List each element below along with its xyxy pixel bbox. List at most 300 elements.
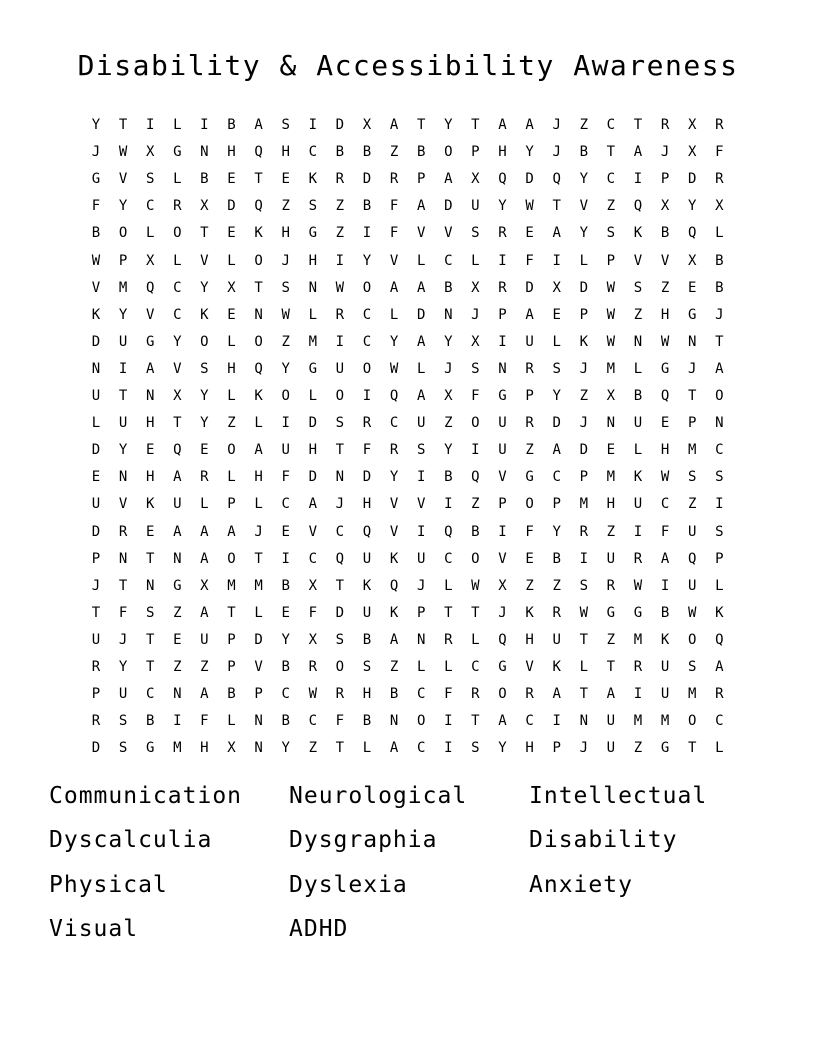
grid-letter: N [173, 550, 182, 567]
grid-letter: L [227, 713, 236, 730]
grid-letter: D [362, 469, 372, 486]
grid-letter: A [416, 333, 426, 350]
grid-letter: B [362, 713, 372, 730]
grid-letter: Z [200, 659, 209, 675]
grid-letter: L [308, 306, 318, 323]
grid-letter: W [335, 279, 345, 296]
grid-letter: X [200, 577, 209, 594]
grid-letter: N [145, 388, 155, 404]
grid-letter: H [308, 252, 318, 269]
grid-letter: W [660, 333, 670, 350]
grid-letter: S [471, 360, 480, 377]
grid-letter: V [118, 171, 128, 188]
grid-letter: U [498, 415, 507, 432]
grid-letter: M [606, 360, 616, 377]
grid-letter: X [308, 631, 318, 648]
grid-letter: V [173, 360, 182, 377]
grid-letter: D [91, 740, 101, 757]
grid-letter: Y [552, 523, 561, 540]
grid-letter: U [118, 686, 128, 703]
grid-letter: V [200, 252, 209, 269]
grid-letter: N [254, 306, 263, 323]
grid-letter: A [173, 469, 182, 486]
grid-letter: J [660, 144, 670, 161]
grid-letter: G [660, 740, 670, 757]
grid-letter: Y [579, 171, 589, 188]
grid-letter: J [91, 144, 101, 161]
grid-letter: M [660, 713, 670, 730]
grid-letter: Q [444, 523, 453, 540]
grid-letter: R [444, 631, 453, 648]
grid-letter: J [579, 740, 589, 757]
grid-letter: S [687, 659, 697, 675]
grid-letter: T [335, 442, 345, 459]
grid-letter: N [254, 713, 263, 730]
grid-letter: P [416, 604, 426, 621]
grid-letter: N [173, 686, 182, 703]
grid-letter: A [552, 686, 561, 703]
grid-letter: R [552, 604, 561, 621]
grid-letter: L [227, 252, 236, 269]
grid-letter: T [145, 631, 155, 648]
grid-letter: F [471, 388, 480, 404]
grid-letter: L [200, 496, 209, 513]
grid-letter: E [525, 225, 534, 242]
grid-letter: D [227, 198, 236, 215]
grid-letter: N [200, 144, 209, 161]
grid-letter: I [633, 523, 643, 540]
grid-letter: O [715, 388, 724, 404]
grid-letter: O [173, 225, 182, 242]
grid-letter: Y [281, 631, 290, 648]
grid-letter: Z [173, 659, 182, 675]
grid-letter: O [416, 713, 426, 730]
grid-letter: J [552, 144, 561, 161]
grid-letter: O [254, 333, 263, 350]
grid-letter: K [362, 577, 372, 594]
grid-letter: Z [444, 415, 453, 432]
grid-letter: J [118, 631, 128, 648]
grid-letter: E [145, 442, 155, 459]
grid-letter: D [525, 171, 534, 188]
grid-letter: T [118, 577, 128, 594]
grid-letter: U [687, 577, 697, 594]
grid-letter: Z [471, 496, 480, 513]
grid-letter: S [118, 740, 128, 757]
grid-letter: S [606, 225, 616, 242]
grid-letter: D [335, 604, 345, 621]
grid-letter: S [145, 171, 155, 188]
grid-letter: A [389, 117, 399, 133]
grid-letter: A [552, 442, 561, 459]
grid-letter: L [145, 225, 155, 242]
grid-letter: D [687, 171, 697, 188]
grid-letter: R [91, 713, 101, 730]
grid-letter: N [444, 306, 453, 323]
grid-letter: Z [606, 523, 616, 540]
grid-letter: D [91, 442, 101, 459]
grid-letter: C [362, 306, 372, 323]
grid-letter: N [118, 469, 128, 486]
grid-letter: C [173, 306, 182, 323]
grid-letter: T [91, 604, 101, 621]
grid-letter: P [660, 171, 670, 188]
grid-letter: X [227, 279, 236, 296]
grid-letter: T [335, 740, 345, 757]
grid-letter: N [498, 360, 507, 377]
grid-letter: P [118, 252, 128, 269]
grid-letter: T [145, 550, 155, 567]
grid-letter: C [145, 198, 155, 215]
grid-letter: R [715, 686, 724, 703]
grid-letter: Z [389, 659, 399, 675]
grid-letter: B [335, 144, 345, 161]
grid-letter: R [525, 686, 534, 703]
grid-letter: K [308, 171, 318, 188]
grid-letter: Q [389, 577, 399, 594]
grid-letter: T [145, 659, 155, 675]
grid-letter: Y [498, 198, 507, 215]
grid-letter: S [715, 523, 724, 540]
grid-letter: P [552, 496, 561, 513]
grid-letter: Q [254, 360, 263, 377]
grid-letter: P [498, 306, 507, 323]
grid-letter: S [362, 659, 372, 675]
grid-letter: F [525, 523, 534, 540]
grid-letter: U [118, 333, 128, 350]
grid-letter: B [281, 659, 290, 675]
grid-letter: F [362, 442, 372, 459]
word-list-item: Communication [49, 783, 243, 809]
grid-letter: I [118, 360, 128, 377]
grid-letter: K [552, 659, 561, 675]
grid-letter: M [118, 279, 128, 296]
grid-letter: H [254, 469, 263, 486]
grid-letter: L [254, 496, 263, 513]
grid-letter: O [254, 252, 263, 269]
grid-letter: L [633, 442, 643, 459]
grid-letter: L [715, 225, 724, 242]
grid-letter: U [633, 496, 643, 513]
grid-letter: R [308, 659, 318, 675]
grid-letter: R [118, 523, 128, 540]
grid-letter: R [633, 659, 643, 675]
grid-letter: H [281, 144, 290, 161]
grid-letter: I [281, 415, 290, 432]
grid-letter: P [525, 388, 534, 404]
grid-letter: B [660, 604, 670, 621]
grid-letter: V [254, 659, 263, 675]
grid-letter: L [91, 415, 101, 432]
grid-letter: I [444, 496, 453, 513]
grid-letter: T [200, 225, 209, 242]
grid-letter: L [579, 659, 589, 675]
grid-letter: K [660, 631, 670, 648]
grid-letter: A [389, 279, 399, 296]
word-list-item: Anxiety [529, 871, 633, 898]
word-list-item: ADHD [289, 915, 349, 942]
grid-letter: T [606, 144, 616, 161]
grid-letter: K [579, 333, 589, 350]
grid-letter: W [525, 198, 534, 215]
grid-letter: G [606, 604, 616, 621]
grid-letter: C [389, 415, 399, 432]
grid-letter: H [227, 144, 236, 161]
grid-letter: T [118, 388, 128, 404]
grid-letter: P [552, 740, 561, 757]
grid-letter: M [633, 713, 643, 730]
grid-letter: L [552, 333, 561, 350]
grid-letter: X [444, 388, 453, 404]
grid-letter: A [200, 604, 209, 621]
grid-letter: D [362, 171, 372, 188]
grid-letter: V [389, 252, 399, 269]
grid-letter: H [227, 360, 236, 377]
word-list-item: Intellectual [529, 783, 708, 809]
grid-letter: F [389, 198, 399, 215]
grid-letter: I [471, 442, 480, 459]
grid-letter: X [173, 388, 182, 404]
grid-letter: A [416, 388, 426, 404]
grid-letter: S [200, 360, 209, 377]
grid-letter: Y [525, 144, 534, 161]
grid-letter: Y [118, 659, 128, 675]
grid-letter: C [715, 713, 724, 730]
grid-letter: Q [552, 171, 561, 188]
grid-letter: U [660, 686, 670, 703]
grid-letter: N [118, 550, 128, 567]
grid-letter: J [254, 523, 263, 540]
grid-letter: C [606, 117, 616, 133]
grid-letter: I [173, 713, 182, 730]
grid-letter: U [118, 415, 128, 432]
grid-letter: E [660, 415, 670, 432]
grid-letter: E [227, 171, 236, 188]
grid-letter: Z [173, 604, 182, 621]
grid-letter: Z [687, 496, 697, 513]
grid-letter: U [91, 388, 101, 404]
grid-letter: A [633, 144, 643, 161]
grid-letter: B [281, 577, 290, 594]
grid-letter: O [471, 415, 480, 432]
grid-letter: P [687, 415, 697, 432]
grid-letter: L [416, 360, 426, 377]
grid-letter: S [335, 415, 345, 432]
grid-letter: F [118, 604, 128, 621]
grid-letter: S [471, 225, 480, 242]
grid-letter: X [715, 198, 724, 215]
grid-letter: U [606, 713, 616, 730]
grid-letter: R [362, 415, 372, 432]
grid-letter: N [254, 740, 263, 757]
grid-letter: W [606, 279, 616, 296]
grid-letter: I [498, 252, 507, 269]
grid-letter: V [389, 496, 399, 513]
grid-letter: R [335, 306, 345, 323]
grid-letter: X [471, 333, 480, 350]
grid-letter: A [200, 523, 209, 540]
grid-letter: D [91, 333, 101, 350]
grid-letter: M [227, 577, 236, 594]
grid-letter: N [687, 333, 697, 350]
grid-letter: Y [173, 333, 182, 350]
grid-letter: S [416, 442, 426, 459]
grid-letter: L [173, 171, 182, 188]
grid-letter: K [633, 225, 643, 242]
grid-letter: E [552, 306, 561, 323]
grid-letter: A [660, 550, 670, 567]
grid-letter: X [200, 198, 209, 215]
grid-letter: R [715, 171, 724, 188]
grid-letter: N [416, 631, 426, 648]
grid-letter: M [173, 740, 182, 757]
grid-letter: D [525, 279, 534, 296]
grid-letter: X [606, 388, 616, 404]
grid-letter: K [145, 496, 155, 513]
grid-letter: K [525, 604, 534, 621]
grid-letter: U [552, 631, 561, 648]
grid-letter: R [579, 523, 589, 540]
grid-letter: L [173, 117, 182, 133]
grid-letter: U [606, 550, 616, 567]
grid-letter: P [227, 659, 236, 675]
grid-letter: A [200, 686, 209, 703]
grid-letter: P [227, 631, 236, 648]
grid-letter: B [227, 686, 236, 703]
grid-letter: A [444, 171, 453, 188]
grid-letter: K [254, 388, 263, 404]
grid-letter: M [687, 686, 697, 703]
grid-letter: X [145, 252, 155, 269]
grid-letter: V [416, 496, 426, 513]
grid-letter: Y [389, 333, 399, 350]
grid-letter: Q [389, 388, 399, 404]
grid-letter: P [498, 496, 507, 513]
word-list-item: Dyscalculia [49, 827, 213, 854]
grid-letter: U [498, 442, 507, 459]
grid-letter: J [471, 306, 480, 323]
grid-letter: A [498, 713, 507, 730]
grid-letter: N [606, 415, 616, 432]
grid-letter: F [525, 252, 534, 269]
grid-letter: L [444, 577, 453, 594]
grid-letter: J [335, 496, 345, 513]
grid-letter: W [633, 577, 643, 594]
grid-letter: Y [362, 252, 372, 269]
grid-letter: C [145, 686, 155, 703]
grid-letter: S [687, 469, 697, 486]
grid-letter: B [362, 144, 372, 161]
grid-letter: B [660, 225, 670, 242]
grid-letter: Y [687, 198, 697, 215]
grid-letter: E [606, 442, 616, 459]
grid-letter: R [335, 686, 345, 703]
grid-letter: I [335, 333, 345, 350]
grid-letter: B [715, 252, 724, 269]
grid-letter: Y [281, 740, 290, 757]
grid-letter: O [525, 496, 534, 513]
grid-letter: B [227, 117, 236, 133]
grid-letter: O [118, 225, 128, 242]
grid-letter: O [471, 550, 480, 567]
grid-letter: R [200, 469, 209, 486]
grid-letter: O [498, 686, 507, 703]
grid-letter: Q [633, 198, 643, 215]
grid-letter: C [308, 550, 318, 567]
grid-letter: P [254, 686, 263, 703]
grid-letter: Q [145, 279, 155, 296]
grid-letter: C [308, 713, 318, 730]
grid-letter: X [552, 279, 561, 296]
grid-letter: Q [254, 144, 263, 161]
grid-letter: Y [444, 333, 453, 350]
grid-letter: R [389, 442, 399, 459]
grid-letter: Q [335, 550, 345, 567]
grid-letter: R [471, 686, 480, 703]
grid-letter: P [471, 144, 480, 161]
grid-letter: H [660, 306, 670, 323]
grid-letter: Y [118, 198, 128, 215]
grid-letter: N [579, 713, 589, 730]
grid-letter: G [145, 740, 155, 757]
grid-letter: T [687, 388, 697, 404]
grid-letter: B [471, 523, 480, 540]
grid-letter: Y [118, 442, 128, 459]
grid-letter: Y [444, 442, 453, 459]
grid-letter: F [715, 144, 724, 161]
grid-letter: I [145, 117, 155, 133]
grid-letter: I [444, 740, 453, 757]
grid-letter: S [579, 577, 589, 594]
grid-letter: Q [498, 631, 507, 648]
grid-letter: I [715, 496, 724, 513]
grid-letter: Y [552, 388, 561, 404]
grid-letter: C [281, 686, 290, 703]
grid-letter: J [579, 360, 589, 377]
grid-letter: G [173, 577, 182, 594]
grid-letter: B [715, 279, 724, 296]
grid-letter: P [227, 496, 236, 513]
grid-letter: P [416, 171, 426, 188]
grid-letter: T [444, 604, 453, 621]
grid-letter: E [281, 171, 290, 188]
grid-letter: U [525, 333, 534, 350]
grid-letter: X [471, 171, 480, 188]
grid-letter: T [254, 279, 263, 296]
grid-letter: C [471, 659, 480, 675]
grid-letter: W [471, 577, 480, 594]
grid-letter: G [308, 360, 318, 377]
grid-letter: S [118, 713, 128, 730]
grid-letter: V [308, 523, 318, 540]
grid-letter: F [335, 713, 345, 730]
grid-letter: S [308, 198, 318, 215]
grid-letter: Z [660, 279, 670, 296]
grid-letter: B [91, 225, 101, 242]
grid-letter: L [416, 659, 426, 675]
grid-letter: E [200, 442, 209, 459]
grid-letter: Z [335, 198, 345, 215]
grid-letter: R [525, 360, 534, 377]
grid-letter: R [498, 225, 507, 242]
grid-letter: F [660, 523, 670, 540]
grid-letter: T [579, 631, 589, 648]
grid-letter: L [254, 415, 263, 432]
grid-letter: I [552, 252, 561, 269]
grid-letter: S [715, 469, 724, 486]
grid-letter: B [389, 686, 399, 703]
grid-letter: O [227, 550, 236, 567]
